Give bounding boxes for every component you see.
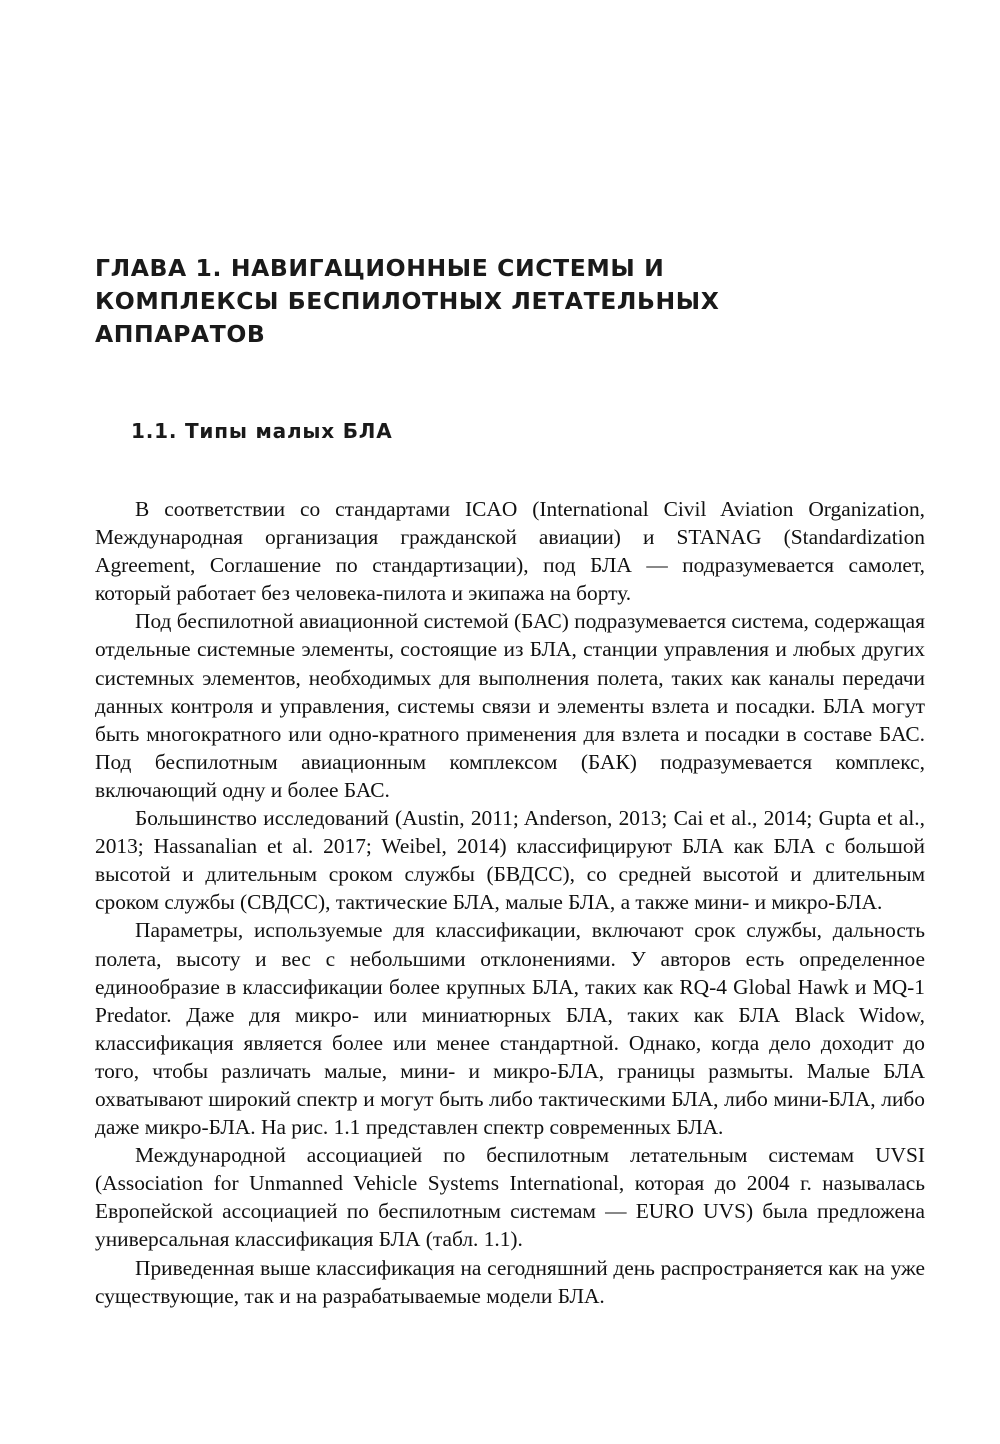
paragraph: Параметры, используемые для классификации, включают срок службы, дальность полета, высоту и вес с небольшими отклонениями. У авторов есть определенное единообразие в классификации более крупных БЛА, таких как RQ-4 Global Hawk и MQ-1 Predator. Даже для микро- или миниатюрных БЛА, таких как БЛА Black Widow, классификация является более или менее стандартной. Однако, когда дело доходит до того, чтобы различать малые, мини- и микро-БЛА, границы размыты. Малые БЛА охватывают широкий спектр и могут быть либо тактическими БЛА, либо мини-БЛА, либо даже микро-БЛА. На рис. 1.1 представлен спектр современных БЛА.	[95, 918, 925, 1140]
paragraph: Международной ассоциацией по беспилотным летательным системам UVSI (Association for Unmanned Vehicle Systems International, которая до 2004 г. называлась Европейской ассоциацией по беспилотным системам — EURO UVS) была предложена универсальная классификация БЛА (табл. 1.1).	[95, 1143, 925, 1252]
section-heading: 1.1. Типы малых БЛА	[131, 419, 393, 443]
paragraph: Под беспилотной авиационной системой (БАС) подразумевается система, содержащая отдельные системные элементы, состоящие из БЛА, станции управления и любых других системных элементов, необходимых для выполнения полета, таких как каналы передачи данных контроля и управления, системы связи и элементы взлета и посадки. БЛА могут быть многократного или одно-кратного применения для взлета и посадки в составе БАС. Под беспилотным авиационным комплексом (БАК) подразумевается комплекс, включающий одну и более БАС.	[95, 609, 925, 802]
paragraph: Большинство исследований (Austin, 2011; Anderson, 2013; Cai et al., 2014; Gupta et al., 2013; Hassanalian et al. 2017; Weibel, 2014) классифицируют БЛА как БЛА с большой высотой и длительным сроком службы (БВДСС), со средней высотой и длительным сроком службы (СВДСС), тактические БЛА, малые БЛА, а также мини- и микро-БЛА.	[95, 806, 925, 915]
paragraph: Приведенная выше классификация на сегодняшний день распространяется как на уже существующие, так и на разрабатываемые модели БЛА.	[95, 1255, 925, 1308]
paragraph: В соответствии со стандартами ICAO (International Civil Aviation Organization, Международная организация гражданской авиации) и STANAG (Standardization Agreement, Соглашение по стандартизации), под БЛА — подразумевается самолет, который работает без человека-пилота и экипажа на борту.	[95, 497, 925, 606]
body-text-block	[95, 443, 925, 1310]
page-content	[95, 252, 925, 1310]
chapter-heading: ГЛАВА 1. НАВИГАЦИОННЫЕ СИСТЕМЫ И КОМПЛЕКСЫ БЕСПИЛОТНЫХ ЛЕТАТЕЛЬНЫХ АППАРАТОВ	[95, 254, 720, 348]
